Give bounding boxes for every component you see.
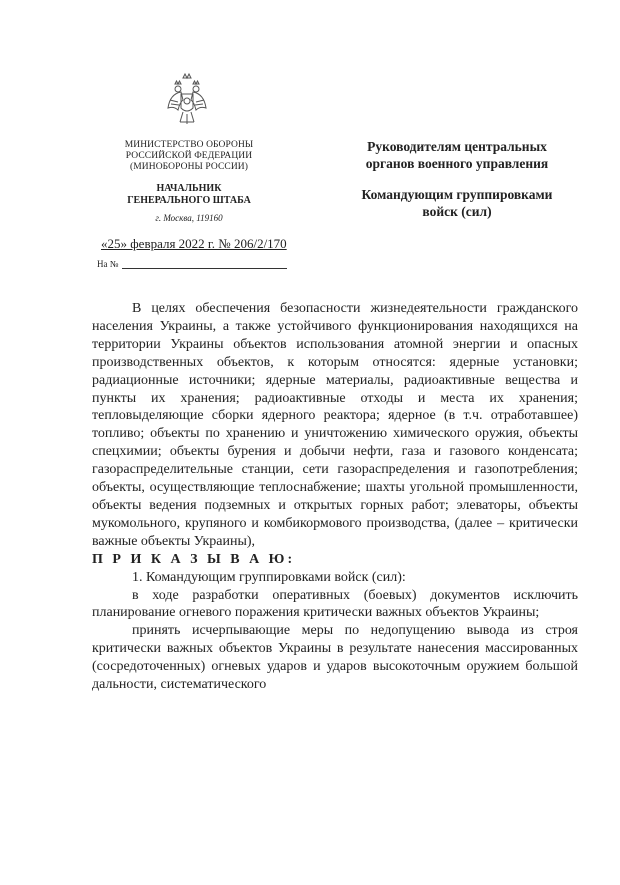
- document-body: [92, 300, 578, 694]
- reference-number: [97, 259, 307, 269]
- ministry-name: [104, 140, 274, 173]
- addressee-line: войск (сил): [422, 204, 492, 219]
- date-number-text: «25» февраля 2022 г. № 206/2/170: [101, 236, 287, 251]
- item-1b: принять исчерпывающие меры по недопущению вывода из строя критически важных объектов Украины в результате нанесения массированных (сосредоточенных) огневых ударов и ударов высокоточным оружием большой дальности, систематического: [92, 623, 578, 693]
- reference-label: На №: [97, 259, 119, 269]
- addressee-commanders: [326, 186, 588, 220]
- document-date-number: [101, 236, 301, 252]
- chief-line: ГЕНЕРАЛЬНОГО ШТАБА: [127, 195, 251, 206]
- addressee-line: Командующим группировками: [361, 187, 553, 202]
- reference-blank-line: [122, 259, 287, 269]
- double-headed-eagle-emblem: [166, 72, 208, 128]
- addressee-central-bodies: [326, 138, 588, 172]
- addressee-line: Руководителям центральных: [367, 139, 547, 154]
- ministry-line: РОССИЙСКОЙ ФЕДЕРАЦИИ: [125, 151, 253, 161]
- ministry-line: (МИНОБОРОНЫ РОССИИ): [129, 162, 249, 172]
- intro-paragraph: В целях обеспечения безопасности жизнедеятельности гражданского населения Украины, а также устойчивого функционирования находящихся на территории Украины объектов использования атомной энергии и опасных производственных объектов, к которым относятся: ядерные установки; радиационные источники; ядерные материалы, радиоактивные вещества и пункты их хранения; радиоактивные отходы и места их хранения; тепловыделяющие сборки ядерного реактора; ядерное (в т.ч. отработавшее) топливо; объекты по хранению и уничтожению химического оружия, объекты спецхимии; объекты бурения и добычи нефти, газа и газового конденсата; газораспределительные станции, сети газораспределения и газопотребления; объекты, осуществляющие теплоснабжение; шахты угольной промышленности, объекты ведения подземных и открытых горных работ; элеваторы, объекты мукомольного, крупяного и комбикормового производства, (далее – критически важные объекты Украины),: [92, 301, 578, 549]
- item-1a: в ходе разработки оперативных (боевых) документов исключить планирование огневого поражения критически важных объектов Украины;: [92, 587, 578, 621]
- chief-title: [104, 183, 274, 207]
- item-1: 1. Командующим группировками войск (сил):: [132, 569, 406, 585]
- ministry-line: МИНИСТЕРСТВО ОБОРОНЫ: [124, 140, 254, 150]
- city-address: г. Москва, 119160: [155, 213, 223, 223]
- chief-line: НАЧАЛЬНИК: [156, 183, 222, 194]
- order-heading: П Р И К А З Ы В А Ю:: [92, 551, 296, 567]
- addressee-line: органов военного управления: [365, 156, 549, 171]
